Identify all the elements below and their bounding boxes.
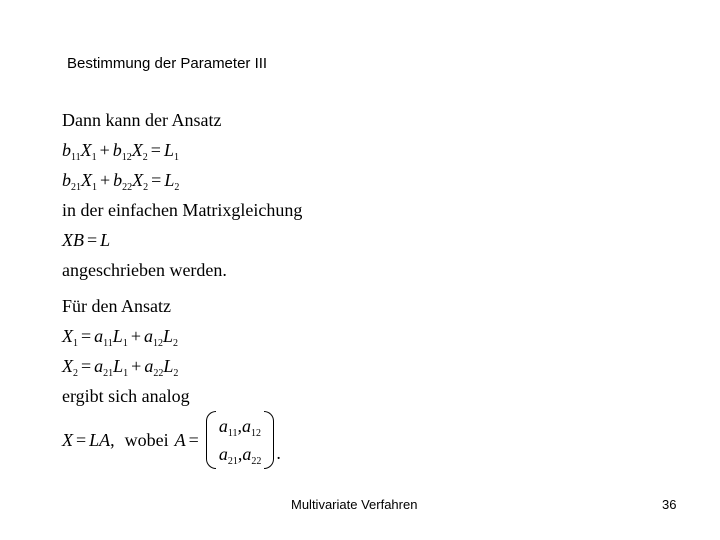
left-paren [206,411,216,469]
page-number: 36 [662,497,677,512]
text-line-ergibt: ergibt sich analog [62,386,190,406]
equation-1: $b_{11}X_1 + b_{12}X_2 = L_1$ [62,140,179,163]
slide-title: Bestimmung der Parameter III [67,55,268,72]
equation-3: $X_1 = a_{11}L_1 + a_{12}L_2$ [62,326,178,349]
matrix-row-1: $a_{11},a_{12}$ [218,416,261,439]
wobei-text: wobei [124,429,169,450]
matrix-row-2: $a_{21},a_{22}$ [218,444,262,467]
text-line-angeschrieben: angeschrieben werden. [62,260,227,280]
matrix-a [216,412,265,468]
equation-matrix-a: X = L A , wobei A = $a_{11},a_{12}$ $a_{21},a_{22}$ . [62,410,281,470]
text-line-fuer-den-ansatz: Für den Ansatz [62,296,171,316]
footer-title: Multivariate Verfahren [291,497,418,512]
equation-2: $b_{21}X_1 + b_{22}X_2 = L_2$ [62,170,180,193]
equation-4: $X_2 = a_{21}L_1 + a_{22}L_2$ [62,356,179,379]
text-line-matrixgleichung: in der einfachen Matrixgleichung [62,200,303,220]
equation-xb-l: XB = L [62,230,111,250]
right-paren [264,411,274,469]
text-line-dann: Dann kann der Ansatz [62,110,222,130]
